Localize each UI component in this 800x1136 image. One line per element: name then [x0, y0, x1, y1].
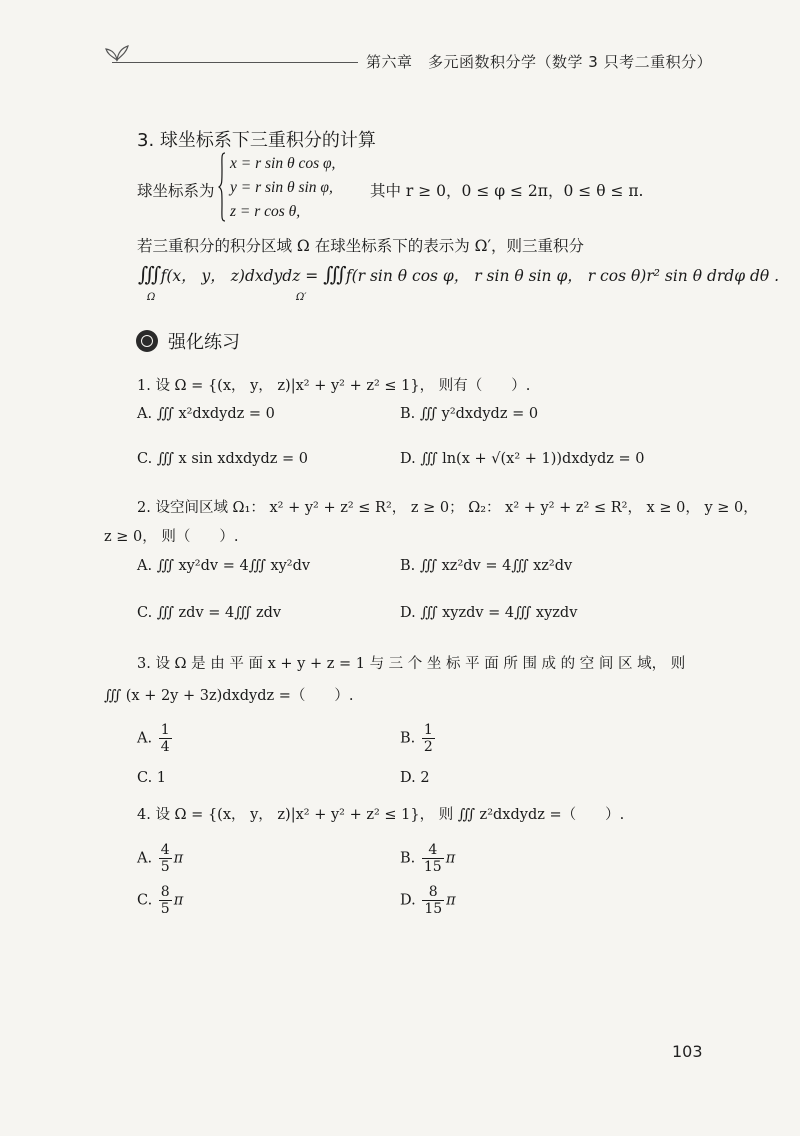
question-1-option-d: D. ∭ ln(x + √(x² + 1))dxdydz = 0: [400, 451, 645, 467]
integral-domain: Ω: [147, 292, 156, 303]
exercise-section-title: 强化练习: [168, 332, 240, 353]
question-4-option-c: C. $\frac{8}{5}$ π: [137, 884, 184, 917]
leaf-icon: [104, 40, 130, 64]
question-1-stem: 1. 设 Ω = {(x， y， z)|x² + y² + z² ≤ 1}， 则有（ ）.: [137, 378, 531, 394]
equation-y: y = r sin θ sin φ,: [230, 179, 333, 196]
formula: [138, 262, 779, 286]
running-header: 第六章 多元函数积分学（数学 3 只考二重积分）: [366, 53, 713, 71]
question-3-option-a: A. $\frac{1}{4}$: [137, 722, 170, 755]
formula-left: f(x， y， z)dxdydz =: [160, 267, 319, 285]
question-3-stem-line1: 3. 设 Ω 是 由 平 面 x + y + z = 1 与 三 个 坐 标 平 面 所 围 成 的 空 间 区 域， 则: [137, 656, 686, 672]
question-2-option-a: A. ∭ xy²dv = 4∭ xy²dv: [137, 558, 311, 574]
question-3-option-d: D. 2: [400, 770, 430, 786]
question-4-option-a: A. $\frac{4}{5}$ π: [137, 842, 184, 875]
triple-integral-symbol: ∭: [138, 262, 156, 286]
question-3-option-b: B. $\frac{1}{2}$: [400, 722, 433, 755]
question-3-option-c: C. 1: [137, 770, 167, 786]
statement: 若三重积分的积分区域 Ω 在球坐标系下的表示为 Ω′，则三重积分: [137, 237, 585, 255]
question-2-stem-line2: z ≥ 0， 则（ ）.: [104, 529, 239, 545]
fraction: $\frac{8}{5}$: [160, 884, 170, 917]
question-4-option-b: B. $\frac{4}{15}$ π: [400, 842, 456, 875]
fraction: $\frac{8}{15}$: [424, 884, 443, 917]
formula-right: f(r sin θ cos φ， r sin θ sin φ， r cos θ)r² sin θ drdφ dθ .: [345, 267, 780, 285]
fraction: $\frac{1}{2}$: [423, 722, 433, 755]
left-brace: [218, 152, 226, 222]
equation-z: z = r cos θ,: [230, 203, 301, 220]
question-4-stem: 4. 设 Ω = {(x， y， z)|x² + y² + z² ≤ 1}， 则 ∭ z²dxdydz =（ ）.: [137, 807, 625, 823]
coord-label: 球坐标系为: [137, 182, 215, 200]
page-number: 103: [672, 1042, 703, 1061]
section-title: 3. 球坐标系下三重积分的计算: [137, 130, 376, 151]
header-rule: [112, 62, 358, 63]
fraction: $\frac{4}{15}$: [423, 842, 442, 875]
question-2-option-c: C. ∭ zdv = 4∭ zdv: [137, 605, 282, 621]
question-2-option-b: B. ∭ xz²dv = 4∭ xz²dv: [400, 558, 573, 574]
question-1-option-a: A. ∭ x²dxdydz = 0: [137, 406, 275, 422]
question-3-stem-line2: ∭ (x + 2y + 3z)dxdydz =（ ）.: [104, 688, 354, 704]
fraction: $\frac{1}{4}$: [160, 722, 170, 755]
question-1-option-b: B. ∭ y²dxdydz = 0: [400, 406, 539, 422]
question-2-stem-line1: 2. 设空间区域 Ω₁： x² + y² + z² ≤ R²， z ≥ 0； Ω₂： x² + y² + z² ≤ R²， x ≥ 0， y ≥ 0，: [137, 500, 758, 516]
triple-integral-symbol: ∭: [323, 262, 341, 286]
fraction: $\frac{4}{5}$: [160, 842, 170, 875]
question-1-option-c: C. ∭ x sin xdxdydz = 0: [137, 451, 308, 467]
question-2-option-d: D. ∭ xyzdv = 4∭ xyzdv: [400, 605, 578, 621]
question-4-option-d: D. $\frac{8}{15}$ π: [400, 884, 456, 917]
range-conditions: 其中 r ≥ 0，0 ≤ φ ≤ 2π，0 ≤ θ ≤ π.: [370, 182, 644, 200]
equation-x: x = r sin θ cos φ,: [230, 155, 336, 172]
integral-domain-prime: Ω′: [296, 292, 307, 303]
exercise-badge-icon: [136, 330, 158, 352]
